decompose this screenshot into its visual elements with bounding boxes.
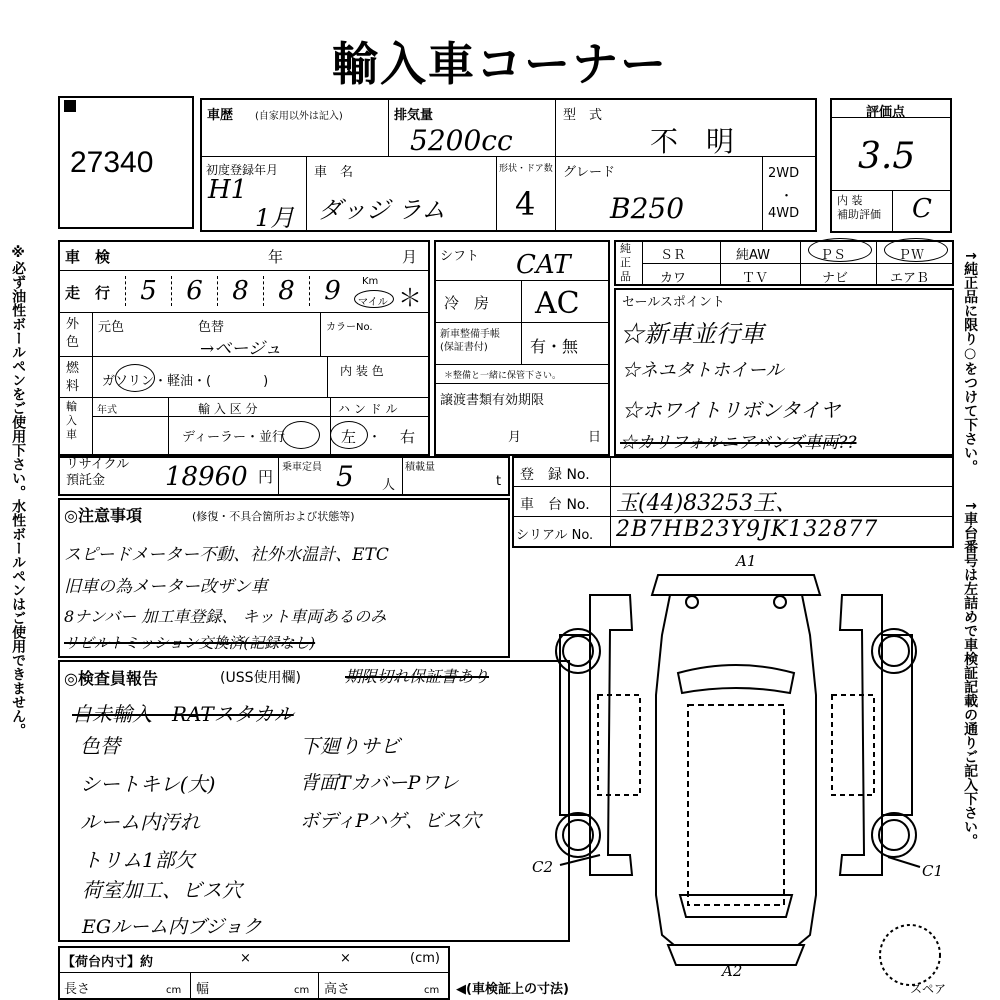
- spare-tire: [880, 925, 940, 985]
- inspector-item: EGルーム内ブジョク: [82, 916, 262, 938]
- repaint-value: →ベージュ: [200, 339, 282, 359]
- handle-label: ハ ン ド ル: [338, 402, 398, 416]
- first-reg-label: 初度登録年月: [206, 163, 279, 177]
- shaken-label: 車 検: [65, 248, 111, 266]
- model-value: 不 明: [650, 125, 735, 158]
- interior-label: 内 装 補助評価: [837, 194, 881, 222]
- mileage-digit: 6: [171, 276, 217, 306]
- cargo-cm: (cm): [410, 951, 440, 966]
- lot-number-box: [58, 96, 194, 229]
- left-side-panel: [590, 595, 632, 875]
- serial-label: シリアル No.: [516, 528, 594, 543]
- mileage-digits: [125, 276, 355, 306]
- cargo-width-label: 幅: [196, 982, 210, 997]
- first-reg-year: H1: [208, 175, 248, 205]
- inspector-sub: (USS使用欄): [220, 670, 301, 686]
- inspector-item: 荷室加工、ビス穴: [82, 878, 242, 902]
- selling-point-item: ☆新車並行車: [620, 320, 764, 348]
- transfer-day: 日: [588, 430, 602, 445]
- ac-value: AC: [535, 286, 580, 321]
- displacement-value: 5200cc: [410, 124, 513, 157]
- equip-aw: 純AW: [736, 248, 771, 263]
- load-label: 積載量: [405, 462, 435, 473]
- color-no-label: カラーNo.: [326, 322, 373, 333]
- mileage-digit: 8: [263, 276, 309, 306]
- note-line: 旧車の為メーター改ザン車: [64, 577, 268, 597]
- spare-label: スペア: [910, 982, 947, 996]
- manual-note: ＊整備と一緒に保管下さい。: [444, 371, 562, 381]
- car-diagram: [520, 555, 960, 995]
- drive-4wd: 4WD: [768, 206, 800, 221]
- import-section-label: 輸 入 車: [66, 400, 77, 441]
- diagram-left-mark: C2: [532, 858, 554, 876]
- grade-label: グレード: [563, 165, 616, 180]
- equip-leather: カワ: [660, 271, 687, 286]
- side-note-right-bottom: ↑車台番号は左詰めで車検証記載の通りご記入下さい。: [962, 500, 979, 848]
- score-label: 評価点: [866, 105, 906, 120]
- drive-2wd: 2WD: [768, 166, 800, 181]
- mileage-digit: 8: [217, 276, 263, 306]
- history-label: 車歴: [207, 108, 234, 123]
- serial-value: 2B7HB23Y9JK132877: [616, 517, 879, 542]
- recycle-value: 18960: [165, 462, 248, 492]
- inspector-item: 色替: [80, 734, 120, 758]
- shift-label: シフト: [440, 249, 480, 264]
- recycle-yen: 円: [258, 468, 274, 486]
- front-bumper: [652, 575, 820, 595]
- parallel-circle: [282, 421, 320, 449]
- color-section-label: 外 色: [66, 317, 80, 350]
- doors-label: 形状・ドア数: [499, 164, 553, 174]
- repaint-label: 色替: [198, 320, 225, 335]
- km-label: Km: [362, 276, 379, 287]
- handle-dot: ・: [368, 430, 382, 445]
- cargo-height-label: 高さ: [324, 982, 351, 997]
- handle-right: 右: [400, 428, 416, 446]
- inspector-item: 下廻りサビ: [300, 734, 400, 758]
- drive-dot: ・: [780, 189, 794, 204]
- lot-corner-mark: [64, 100, 76, 112]
- capacity-unit: 人: [382, 478, 396, 493]
- car-body: [656, 595, 816, 945]
- note-line: 8ナンバー 加工車登録、 キット車両あるのみ: [64, 607, 387, 626]
- inspector-item: ルーム内汚れ: [80, 810, 200, 834]
- cargo-label: 【荷台内寸】約: [62, 955, 154, 970]
- fuel-section-label: 燃 料: [66, 361, 80, 394]
- side-note-left: ※必ず油性ボールペンをご使用下さい。水性ボールペンはご使用できません。: [10, 245, 27, 737]
- diagram-right-mark: C1: [922, 862, 944, 880]
- cargo-note: ◀(車検証上の寸法): [456, 982, 569, 997]
- recycle-label: リサイクル 預託金: [66, 457, 130, 488]
- selling-point-item: ☆ホワイトリボンタイヤ: [622, 398, 841, 422]
- shaken-year-label: 年: [268, 248, 284, 266]
- car-name-label: 車 名: [314, 165, 354, 180]
- shift-value: CAT: [516, 250, 571, 280]
- transfer-month: 月: [508, 430, 522, 445]
- inspector-item: ボディPハゲ、ビス穴: [300, 810, 481, 832]
- inspector-item: シートキレ(大): [80, 772, 216, 796]
- diagram-rear-mark: A2: [722, 962, 743, 980]
- score-value: 3.5: [858, 136, 916, 177]
- mileage-digit: 9: [309, 276, 355, 306]
- ac-label: 冷 房: [444, 294, 490, 312]
- note-line: リビルトミッション交換済(記録なし): [64, 634, 316, 652]
- mile-label: マイル: [358, 297, 388, 308]
- displacement-label: 排気量: [394, 108, 434, 123]
- lot-number: 27340: [70, 146, 154, 179]
- import-type-value: ディーラー・並行: [182, 430, 285, 445]
- inspector-item: トリム1部欠: [82, 848, 195, 872]
- selling-point-item: ☆ネユタトホイール: [622, 360, 784, 381]
- grade-value: B250: [610, 192, 685, 225]
- load-unit: t: [496, 474, 502, 489]
- cargo-length-unit: cm: [166, 985, 182, 996]
- diagram-front-mark: A1: [736, 552, 757, 570]
- inspector-item: 背面TカバーPワレ: [300, 772, 459, 794]
- equipment-side-label: 純 正 品: [620, 242, 631, 283]
- note-line: スピードメーター不動、社外水温計、ETC: [64, 545, 389, 565]
- capacity-label: 乗車定員: [282, 462, 322, 473]
- notes-label: ◎注意事項: [64, 506, 142, 525]
- inspector-label: ◎検査員報告: [64, 669, 158, 688]
- cargo-width-unit: cm: [294, 985, 310, 996]
- manual-value: 有・無: [530, 337, 579, 356]
- model-label: 型 式: [563, 108, 603, 123]
- mileage-label: 走 行: [65, 284, 111, 302]
- side-note-right-top: ↑純正品に限り○をつけて下さい。: [962, 250, 979, 474]
- transfer-label: 譲渡書類有効期限: [440, 393, 545, 408]
- notes-sub: (修復・不具合箇所および状態等): [192, 510, 355, 523]
- manual-label: 新車整備手帳 (保証書付): [440, 329, 500, 353]
- equip-navi: ナビ: [822, 271, 849, 286]
- first-reg-month: 1月: [255, 204, 295, 232]
- doors-value: 4: [515, 185, 536, 223]
- chassis-label: 車 台 No.: [520, 497, 590, 513]
- capacity-value: 5: [336, 460, 354, 493]
- equip-sr: ＳＲ: [660, 248, 687, 263]
- fuel-value: ガソリン・軽油・( ): [102, 374, 269, 389]
- right-side-panel: [840, 595, 882, 875]
- inspector-strike-1: 期限切れ保証書あり: [345, 667, 490, 686]
- page-title: 輸入車コーナー: [332, 37, 668, 91]
- year-model-label: 年式: [97, 405, 117, 416]
- cargo-length-label: 長さ: [64, 982, 91, 997]
- mileage-mark: ＊: [398, 284, 422, 312]
- history-note: (自家用以外は記入): [255, 111, 343, 122]
- cargo-x2: ×: [340, 951, 351, 966]
- cargo-height-unit: cm: [424, 985, 440, 996]
- equip-ps: ＰＳ: [820, 248, 847, 263]
- interior-color-label: 内 装 色: [340, 364, 384, 378]
- cargo-x1: ×: [240, 951, 251, 966]
- selling-points-label: セールスポイント: [622, 295, 725, 310]
- mileage-digit: 5: [125, 276, 171, 306]
- interior-value: C: [912, 194, 932, 224]
- equip-tv: ＴＶ: [742, 271, 769, 286]
- equip-pw: ＰＷ: [898, 248, 925, 263]
- reg-label: 登 録 No.: [520, 467, 590, 483]
- shaken-month-label: 月: [402, 248, 418, 266]
- car-name-value: ダッジ ラム: [318, 196, 446, 224]
- handle-left: 左: [341, 428, 357, 446]
- selling-point-item: ☆カリフォルニアバンズ車両??: [620, 433, 857, 453]
- orig-color-label: 元色: [98, 320, 125, 335]
- import-type-label: 輸 入 区 分: [198, 402, 258, 416]
- chassis-value: 玉(44)83253王、: [616, 491, 798, 516]
- equip-airbag: エアＢ: [890, 271, 930, 286]
- inspector-strike-2: 自未輸入 RATスタカル: [72, 702, 294, 726]
